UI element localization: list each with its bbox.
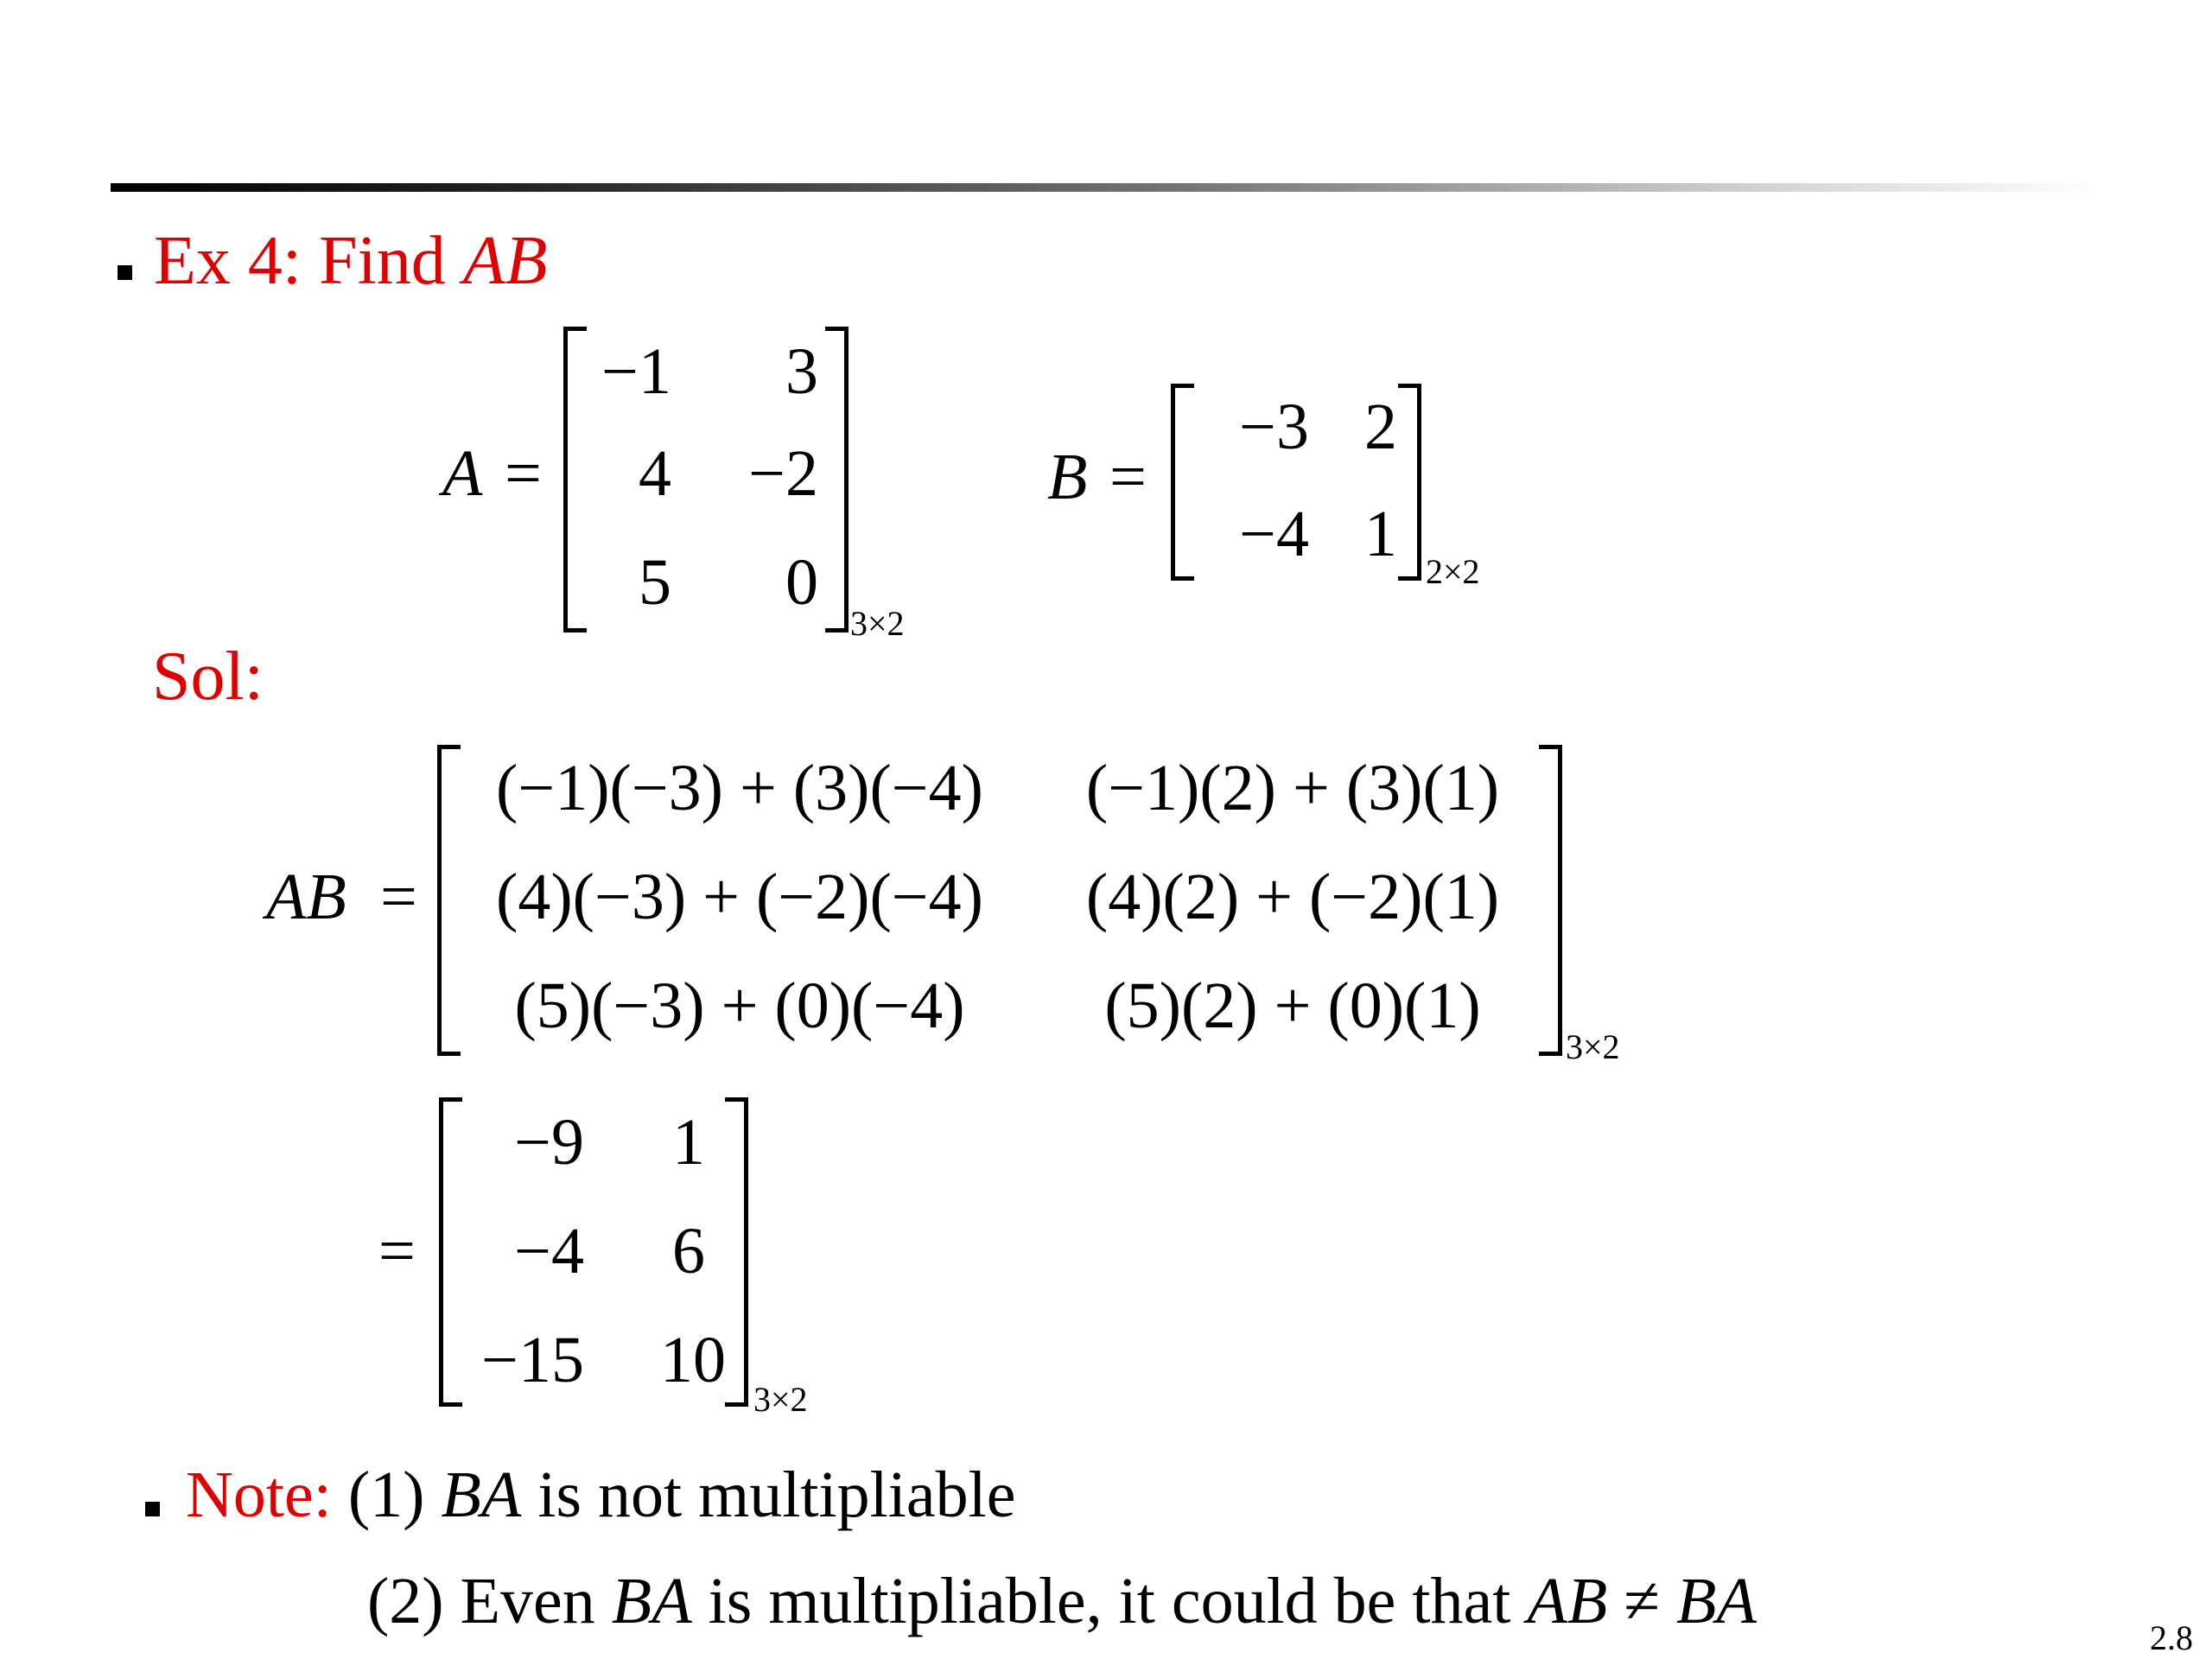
matrix-cell: (4)(−3) + (−2)(−4): [496, 861, 983, 933]
matrix-cell: (−1)(−3) + (3)(−4): [496, 752, 983, 824]
matrix-cell: 1: [1364, 498, 1397, 570]
result-size: 3×2: [753, 1380, 808, 1419]
matrix-cell: 1: [672, 1106, 705, 1179]
matrix-cell: −3: [1239, 391, 1309, 463]
matrix-cell: 10: [660, 1324, 726, 1396]
right-bracket: [1398, 384, 1421, 581]
matrix-a-equals: =: [505, 437, 542, 510]
matrix-cell: 0: [785, 546, 818, 619]
solution-label: Sol:: [152, 639, 264, 715]
matrix-cell: −4: [1239, 498, 1309, 570]
matrix-cell: −1: [601, 335, 671, 408]
matrix-cell: (5)(2) + (0)(1): [1104, 969, 1481, 1042]
left-bracket: [437, 745, 461, 1056]
matrix-cell: (−1)(2) + (3)(1): [1085, 752, 1500, 824]
matrix-a: [563, 327, 849, 632]
result-equals: =: [378, 1215, 416, 1287]
matrix-a-name: A: [442, 437, 483, 510]
matrix-a-size: 3×2: [850, 604, 905, 643]
product-size: 3×2: [1566, 1027, 1620, 1066]
product-matrix: [437, 745, 1562, 1056]
right-bracket: [725, 1097, 748, 1407]
matrix-cell: 6: [672, 1215, 705, 1287]
title-rule: [111, 183, 2098, 192]
example-heading: Ex 4: Find AB: [154, 223, 548, 299]
page-number: 2.8: [2150, 1618, 2193, 1657]
note-line-1: Note: (1) BA is not multipliable: [186, 1459, 1016, 1531]
bullet-icon: [145, 1502, 160, 1516]
matrix-cell: −2: [748, 437, 818, 510]
left-bracket: [1171, 384, 1194, 581]
product-name: AB: [266, 861, 346, 933]
matrix-b-name: B: [1047, 441, 1088, 513]
matrix-cell: −15: [481, 1324, 584, 1396]
matrix-cell: (5)(−3) + (0)(−4): [514, 969, 965, 1042]
result-matrix: [439, 1097, 748, 1407]
matrix-cell: 3: [785, 335, 818, 408]
matrix-cell: −9: [514, 1106, 584, 1179]
left-bracket: [563, 327, 587, 632]
matrix-cell: −4: [514, 1215, 584, 1287]
matrix-cell: 4: [639, 437, 671, 510]
matrix-cell: (4)(2) + (−2)(1): [1085, 861, 1500, 933]
matrix-b: [1171, 384, 1421, 581]
matrix-cell: 5: [639, 546, 671, 619]
matrix-b-equals: =: [1109, 441, 1147, 513]
matrix-b-size: 2×2: [1426, 552, 1480, 591]
matrix-cell: 2: [1364, 391, 1397, 463]
left-bracket: [439, 1097, 462, 1407]
note-label: Note:: [186, 1459, 332, 1531]
note-line-2: (2) Even BA is multipliable, it could be that AB ≠ BA: [367, 1565, 1757, 1637]
product-equals: =: [380, 861, 417, 933]
bullet-icon: [118, 265, 132, 280]
right-bracket: [825, 327, 849, 632]
